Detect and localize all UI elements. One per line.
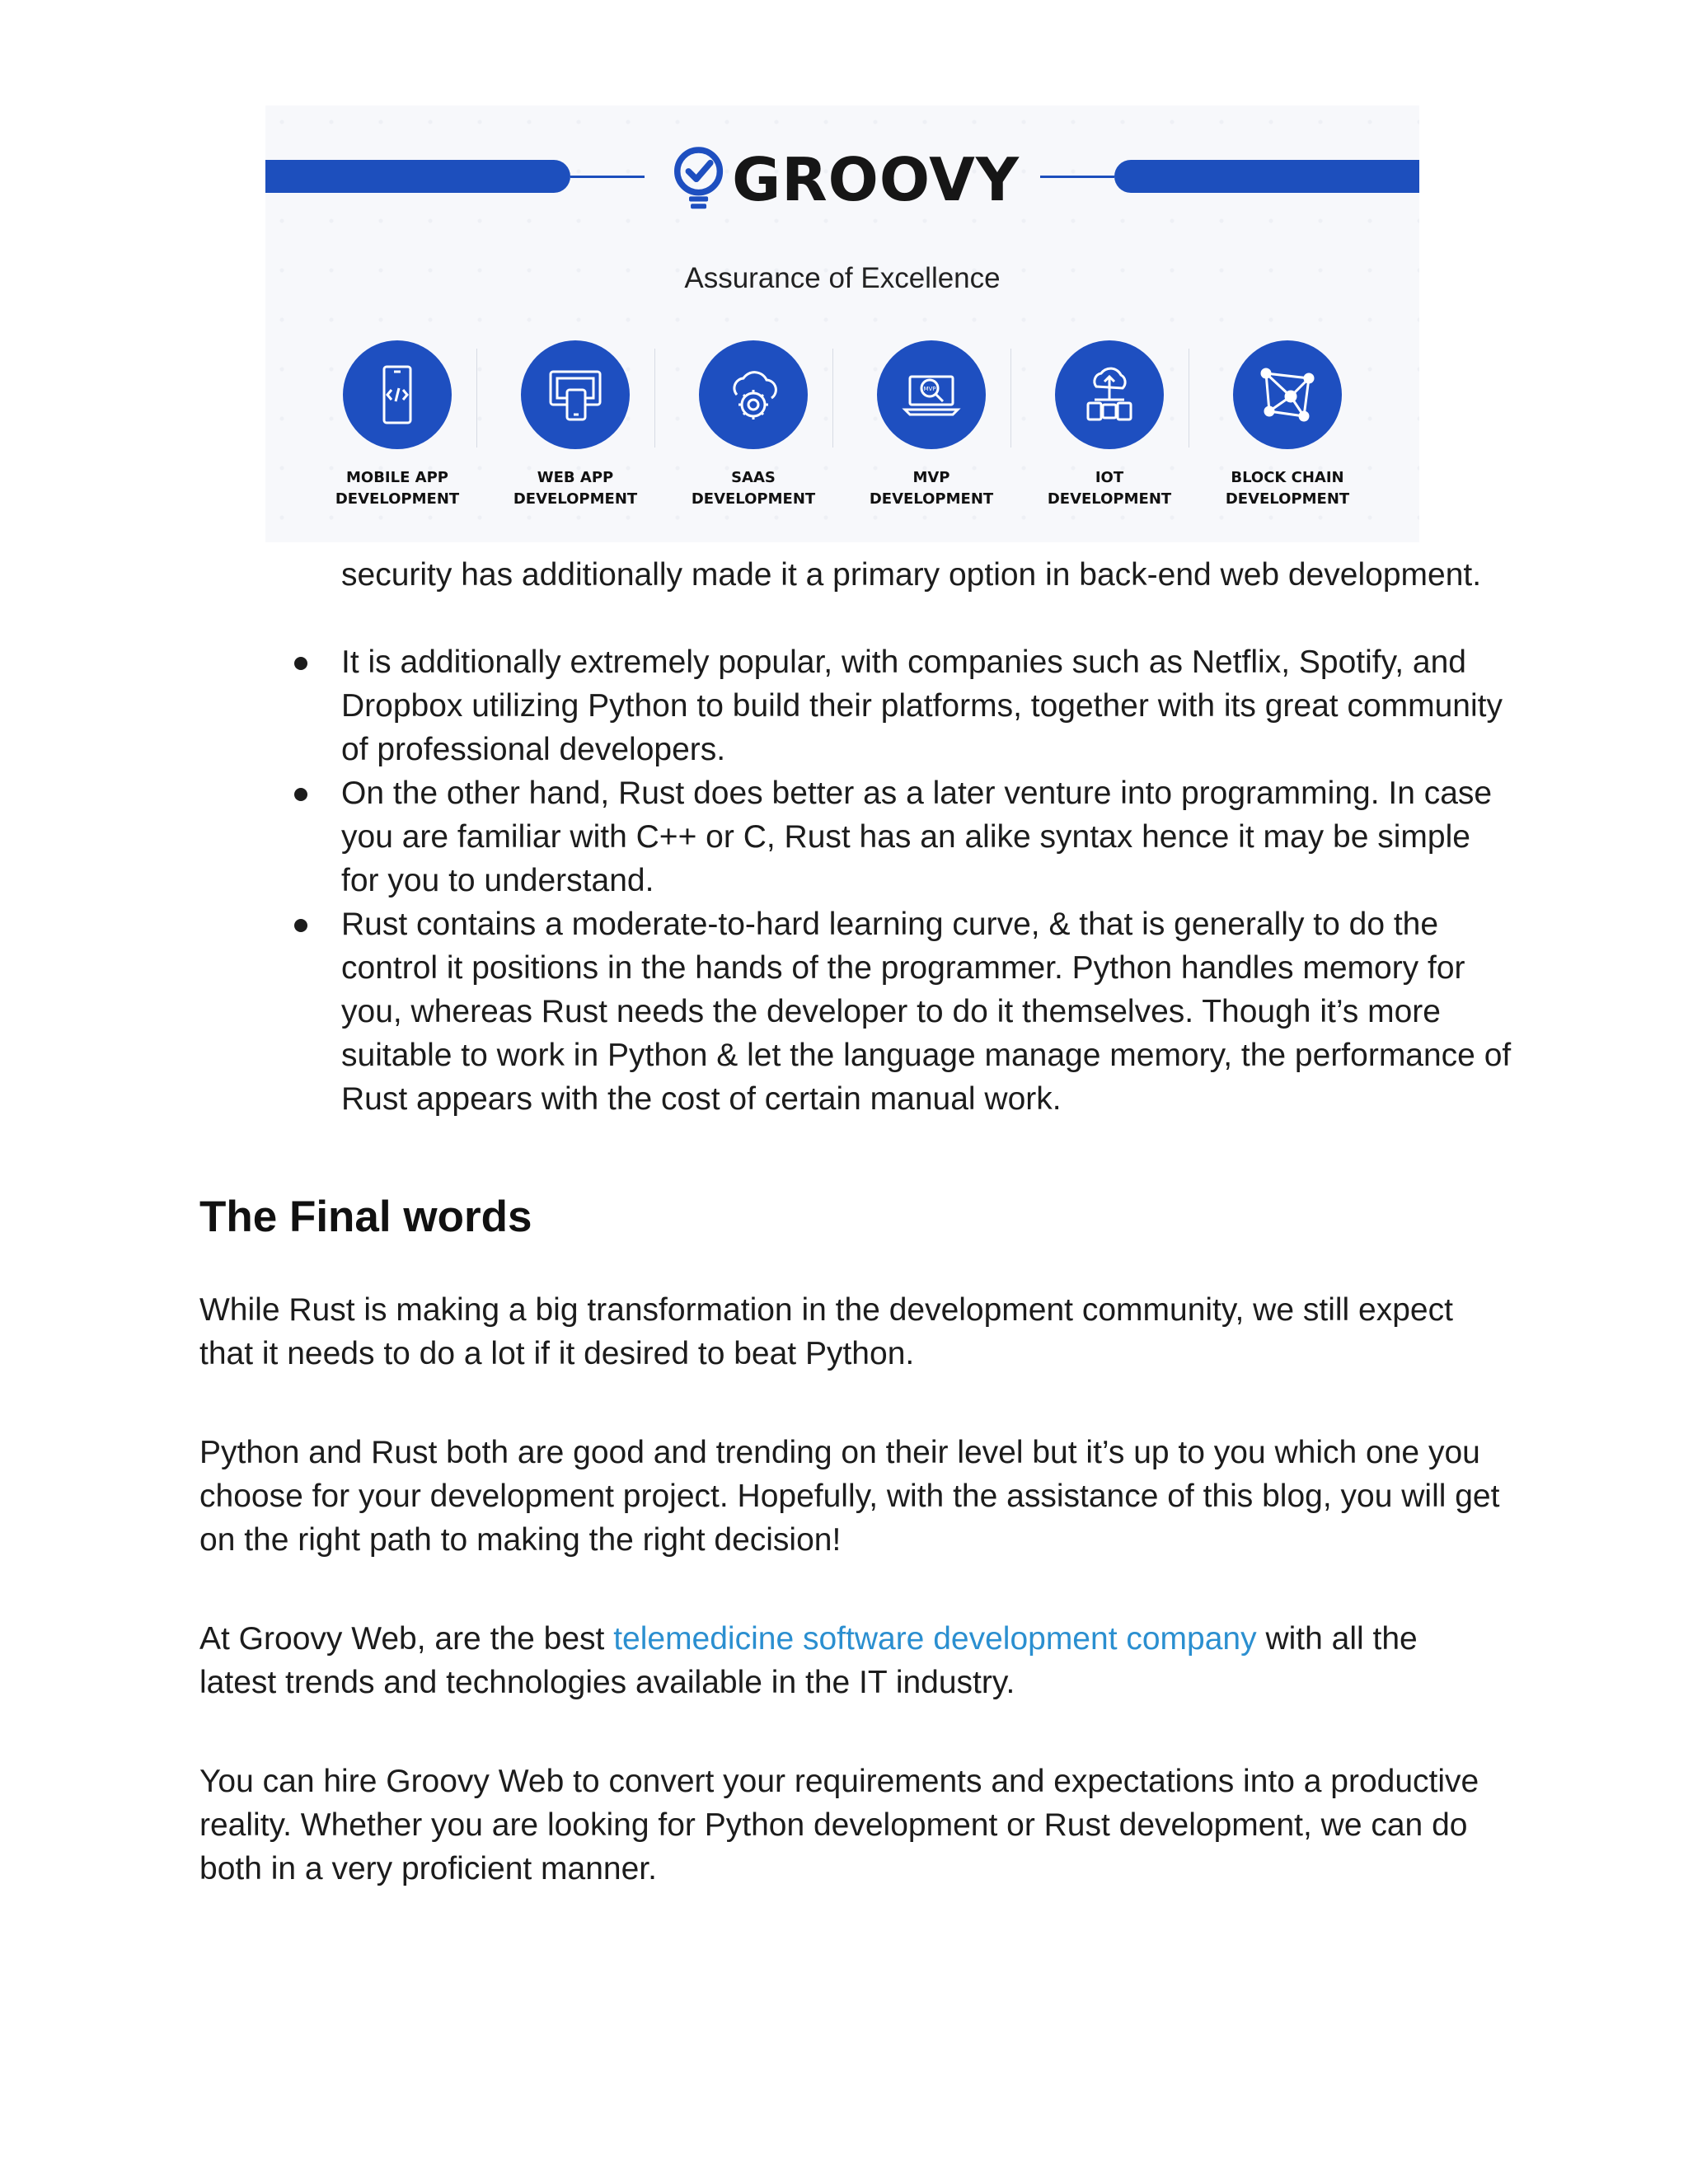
section-heading: The Final words — [199, 1193, 532, 1241]
cloud-gear-icon — [720, 362, 786, 428]
banner-right-bar — [1114, 160, 1419, 193]
svg-text:MVP: MVP — [923, 386, 936, 392]
tagline: Assurance of Excellence — [684, 262, 1001, 294]
brand-name: GROOVY — [732, 145, 1020, 214]
groovy-logo — [673, 130, 1020, 229]
paragraph-python-and-rust: Python and Rust both are good and trending on their level but it’s up to you which one you choose for your development project. Hopefully, with the assistance of this blog, you will get on the right path to making the right decision! — [199, 1435, 1500, 1558]
list-item: It is additionally extremely popular, with companies such as Netflix, Spotify, and Dropbox utilizing Python to build their platforms, together with its great community of professional developers. — [341, 640, 1512, 771]
paragraph-rust-transformation: While Rust is making a big transformation in the development community, we still expect that it needs to do a lot if it desired to beat Python. — [199, 1292, 1453, 1371]
paragraph-hire-groovy-web: You can hire Groovy Web to convert your requirements and expectations into a productive reality. Whether you are looking for Python development or Rust development, we can do both in a very proficient manner. — [199, 1764, 1479, 1886]
cloud-network-icon — [1076, 362, 1142, 428]
banner-left-line — [570, 176, 645, 178]
bullet-list — [341, 640, 1512, 1121]
service-blockchain: BLOCK CHAIN DEVELOPMENT — [1205, 340, 1370, 522]
mobile-code-icon — [364, 362, 430, 428]
service-list — [315, 340, 1370, 522]
service-web-app: WEB APP DEVELOPMENT — [493, 340, 658, 522]
continued-bullet-text: security has additionally made it a primary option in back-end web development. — [341, 557, 1482, 593]
lightbulb-check-icon — [673, 130, 724, 229]
paragraph-groovy-web: At Groovy Web, are the best telemedicine software development company with all the latest trends and technologies available in the IT industry. — [199, 1621, 1418, 1700]
telemedicine-link[interactable]: telemedicine software development company — [613, 1621, 1257, 1657]
list-item: Rust contains a moderate-to-hard learning curve, & that is generally to do the control it positions in the hands of the programmer. Python handles memory for you, whereas Rust needs the developer to do it themselves. Though it’s more suitable to work in Python & let the language manage memory, the performance of Rust appears with the cost of certain manual work. — [341, 902, 1512, 1121]
service-saas: SAAS DEVELOPMENT — [671, 340, 836, 522]
blockchain-network-icon — [1254, 362, 1320, 428]
service-iot: IOT DEVELOPMENT — [1027, 340, 1192, 522]
banner-right-line — [1040, 176, 1114, 178]
devices-icon — [542, 362, 608, 428]
list-item: On the other hand, Rust does better as a later venture into programming. In case you are familiar with C++ or C, Rust has an alike syntax hence it may be simple for you to understand. — [341, 771, 1512, 902]
service-mvp: MVP MVP DEVELOPMENT — [849, 340, 1014, 522]
banner-left-bar — [265, 160, 570, 193]
service-mobile-app: MOBILE APP DEVELOPMENT — [315, 340, 480, 522]
groovy-banner-image — [265, 105, 1419, 542]
mvp-laptop-icon — [898, 362, 964, 428]
